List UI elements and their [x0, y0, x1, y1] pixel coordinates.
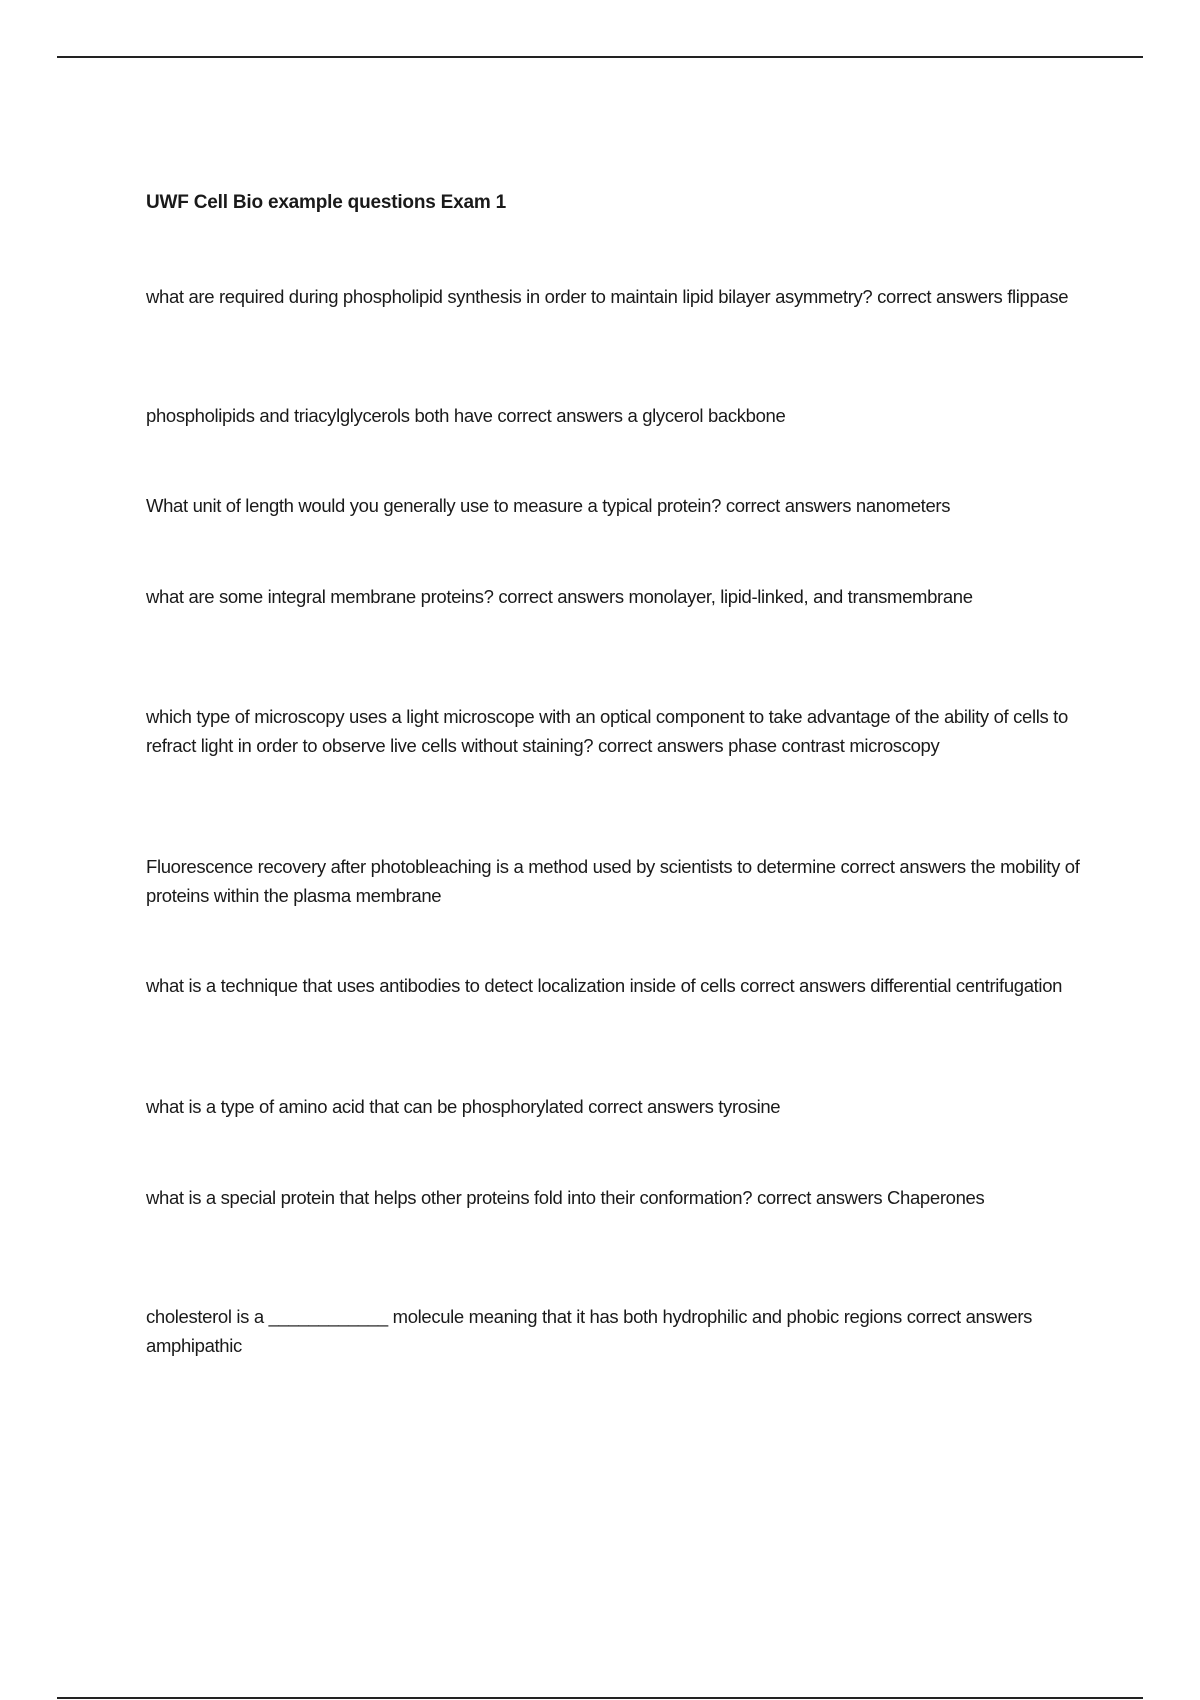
question-answer-10: cholesterol is a ____________ molecule meaning that it has both hydrophilic and phobic regions correct answers amphipathic	[146, 1306, 1033, 1356]
question-answer-8: what is a type of amino acid that can be phosphorylated correct answers tyrosine	[146, 1096, 781, 1117]
question-answer-2: phospholipids and triacylglycerols both have correct answers a glycerol backbone	[146, 405, 786, 426]
question-answer-5: which type of microscopy uses a light microscope with an optical component to take advantage of the ability of cells to refract light in order to observe live cells without staining? correct answers phase contrast microscopy	[146, 706, 1068, 756]
question-answer-6: Fluorescence recovery after photobleaching is a method used by scientists to determine correct answers the mobility of proteins within the plasma membrane	[146, 856, 1080, 906]
document-title: UWF Cell Bio example questions Exam 1	[146, 192, 507, 213]
question-answer-7: what is a technique that uses antibodies to detect localization inside of cells correct answers differential centrifugation	[146, 975, 1063, 996]
footer-rule	[57, 1697, 1143, 1699]
question-answer-9: what is a special protein that helps other proteins fold into their conformation? correct answers Chaperones	[146, 1187, 985, 1208]
header-rule	[57, 56, 1143, 58]
question-answer-4: what are some integral membrane proteins? correct answers monolayer, lipid-linked, and transmembrane	[146, 586, 973, 607]
question-answer-1: what are required during phospholipid synthesis in order to maintain lipid bilayer asymmetry? correct answers flippase	[146, 286, 1069, 307]
question-answer-3: What unit of length would you generally use to measure a typical protein? correct answers nanometers	[146, 495, 951, 516]
